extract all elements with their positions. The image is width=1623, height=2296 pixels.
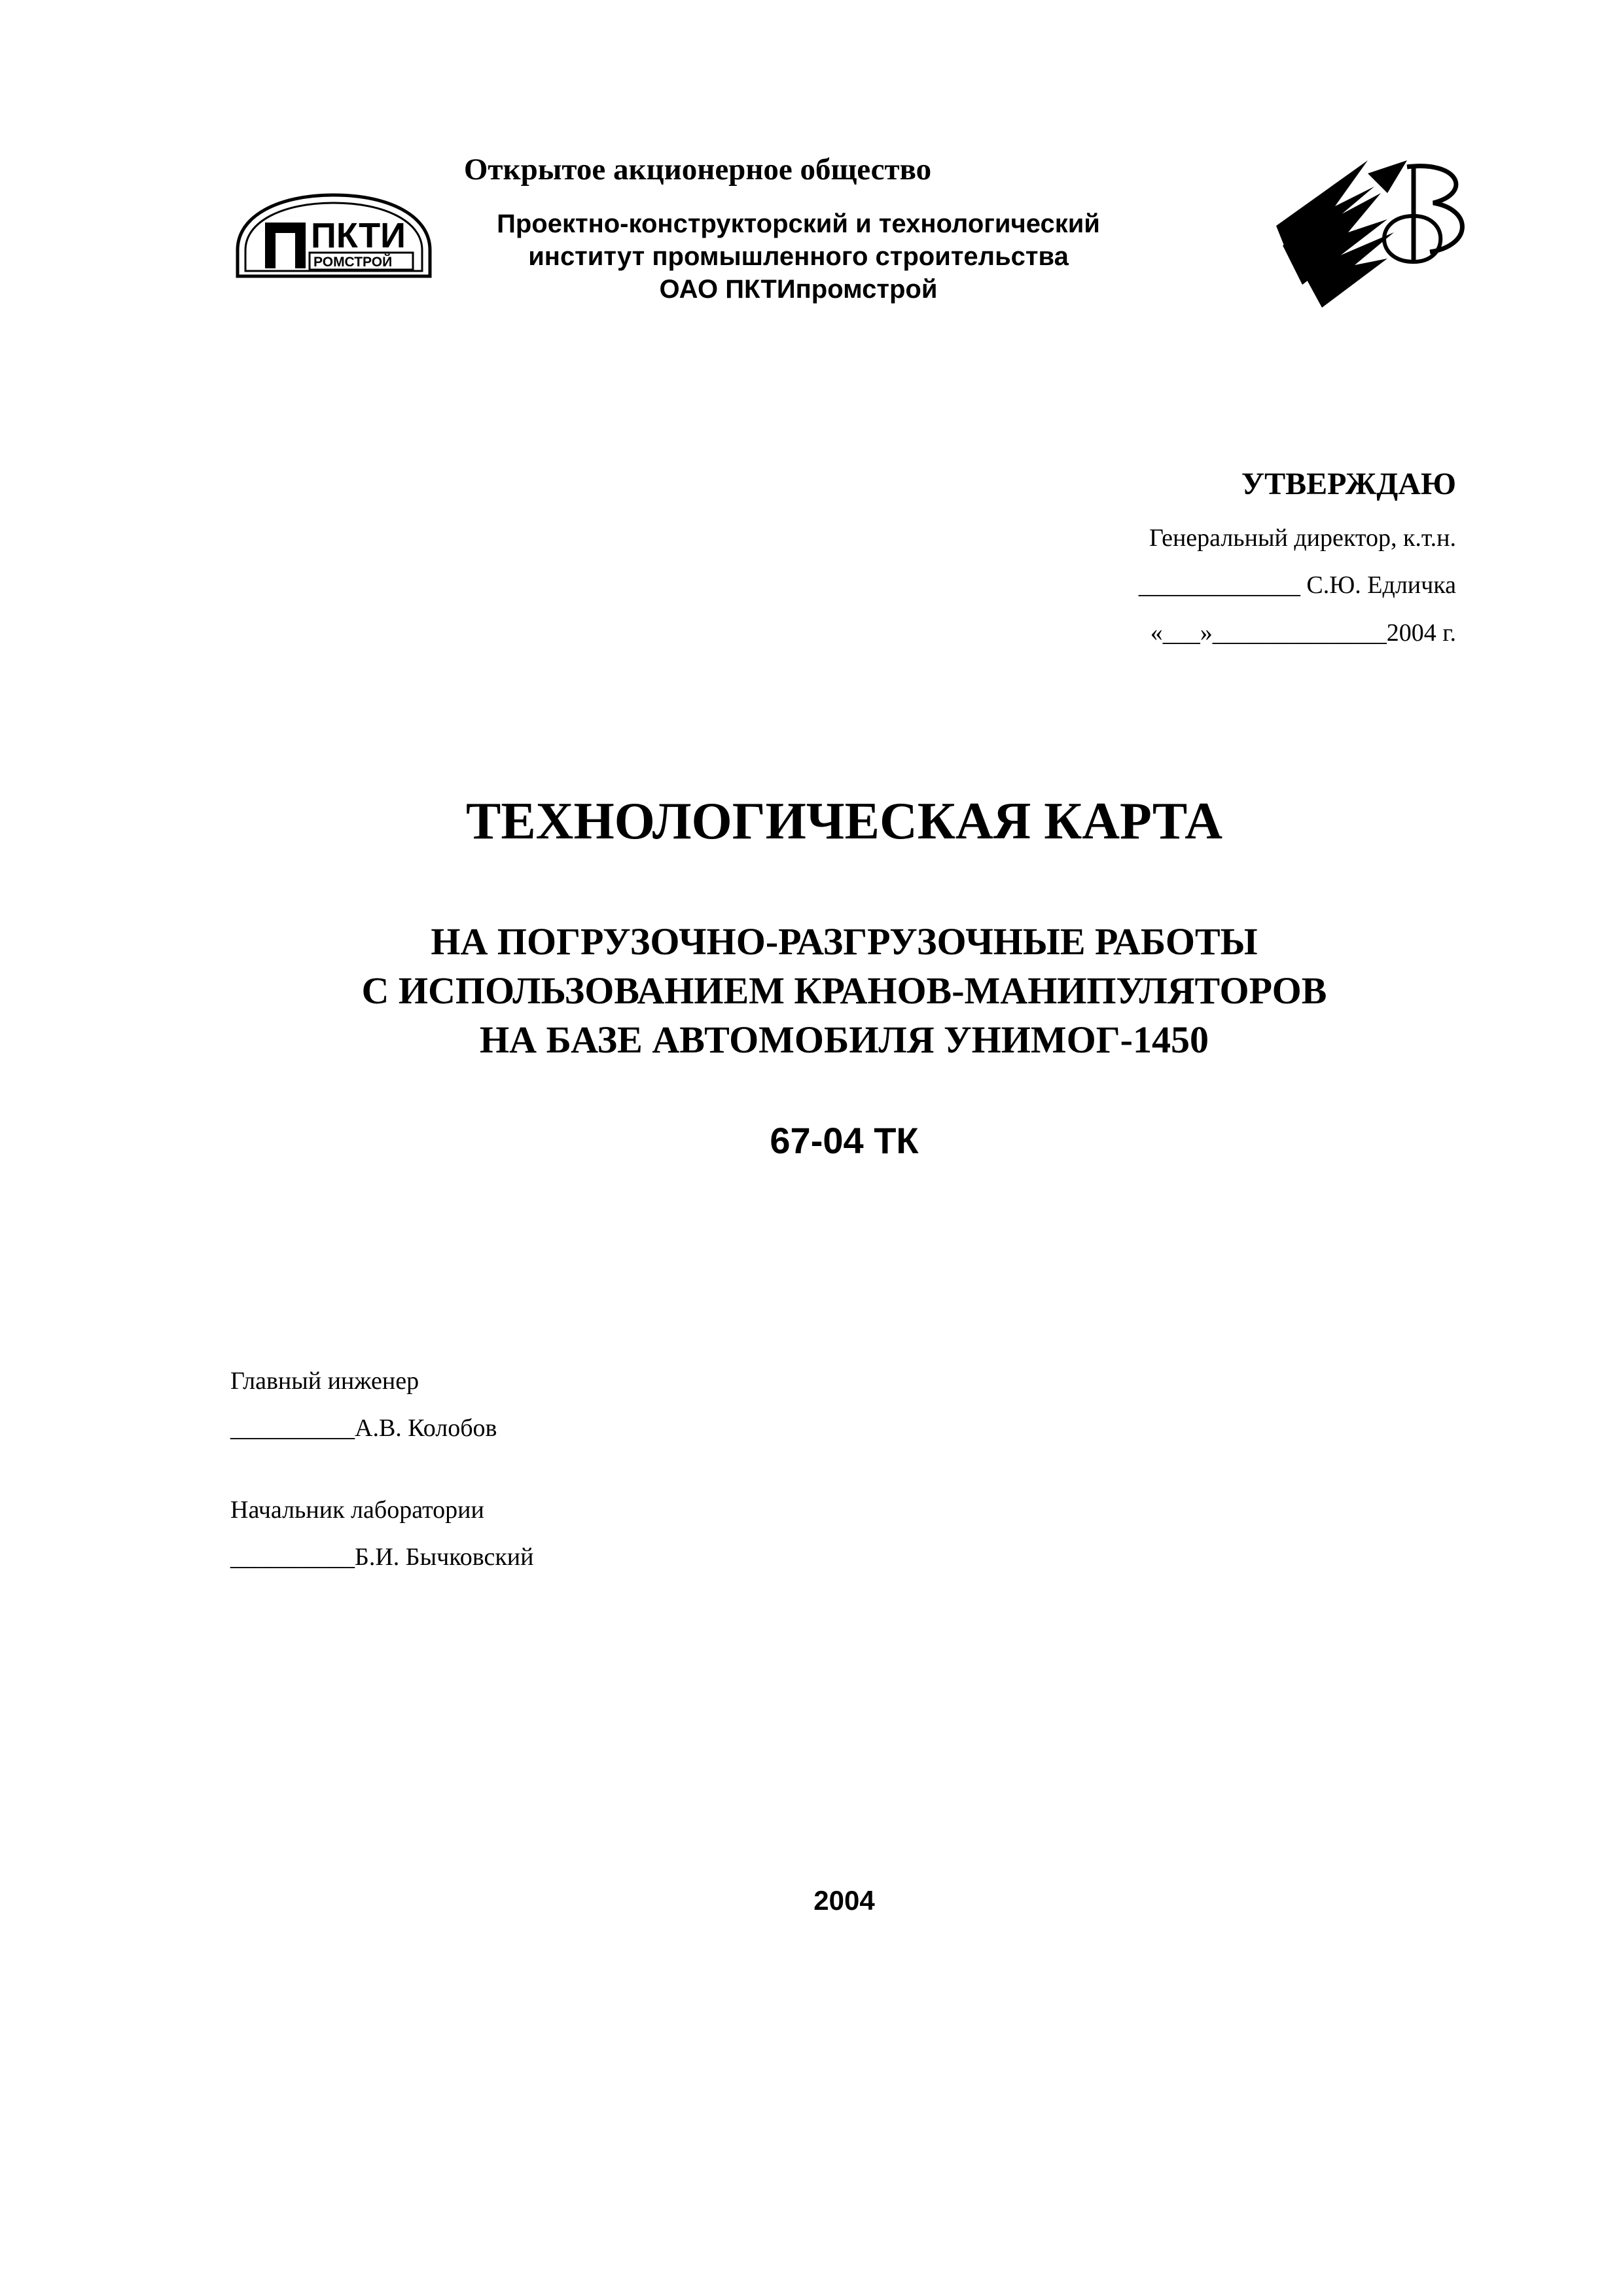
institute-name-line-2: институт промышленного строительства bbox=[528, 242, 1069, 271]
signature-role-lab-head: Начальник лаборатории bbox=[230, 1496, 484, 1524]
institute-name-line-1: Проектно-конструкторский и технологический bbox=[497, 209, 1100, 238]
org-type: Открытое акционерное общество bbox=[463, 152, 932, 187]
signature-line-lab-head: __________Б.И. Бычковский bbox=[230, 1543, 534, 1571]
document-title: ТЕХНОЛОГИЧЕСКАЯ КАРТА bbox=[465, 793, 1223, 850]
approval-signature: _____________ С.Ю. Едличка bbox=[1138, 571, 1456, 599]
document-code: 67-04 ТК bbox=[770, 1120, 919, 1161]
approval-position: Генеральный директор, к.т.н. bbox=[1149, 524, 1456, 552]
logo-sub: РОМСТРОЙ bbox=[313, 255, 393, 270]
document-subtitle-line-3: НА БАЗЕ АВТОМОБИЛЯ УНИМОГ-1450 bbox=[480, 1018, 1209, 1061]
institute-name-line-3: ОАО ПКТИпромстрой bbox=[659, 275, 938, 304]
logo-letters: ПКТИ bbox=[311, 216, 406, 255]
document-subtitle-line-1: НА ПОГРУЗОЧНО-РАЗГРУЗОЧНЫЕ РАБОТЫ bbox=[431, 920, 1258, 963]
approval-date: «___»______________2004 г. bbox=[1150, 619, 1456, 647]
signature-role-chief-engineer: Главный инженер bbox=[230, 1367, 419, 1395]
signature-line-chief-engineer: __________А.В. Колобов bbox=[230, 1414, 497, 1442]
document-subtitle-line-2: С ИСПОЛЬЗОВАНИЕМ КРАНОВ-МАНИПУЛЯТОРОВ bbox=[361, 969, 1327, 1012]
document-year: 2004 bbox=[813, 1885, 875, 1916]
approval-heading: УТВЕРЖДАЮ bbox=[1241, 467, 1456, 501]
